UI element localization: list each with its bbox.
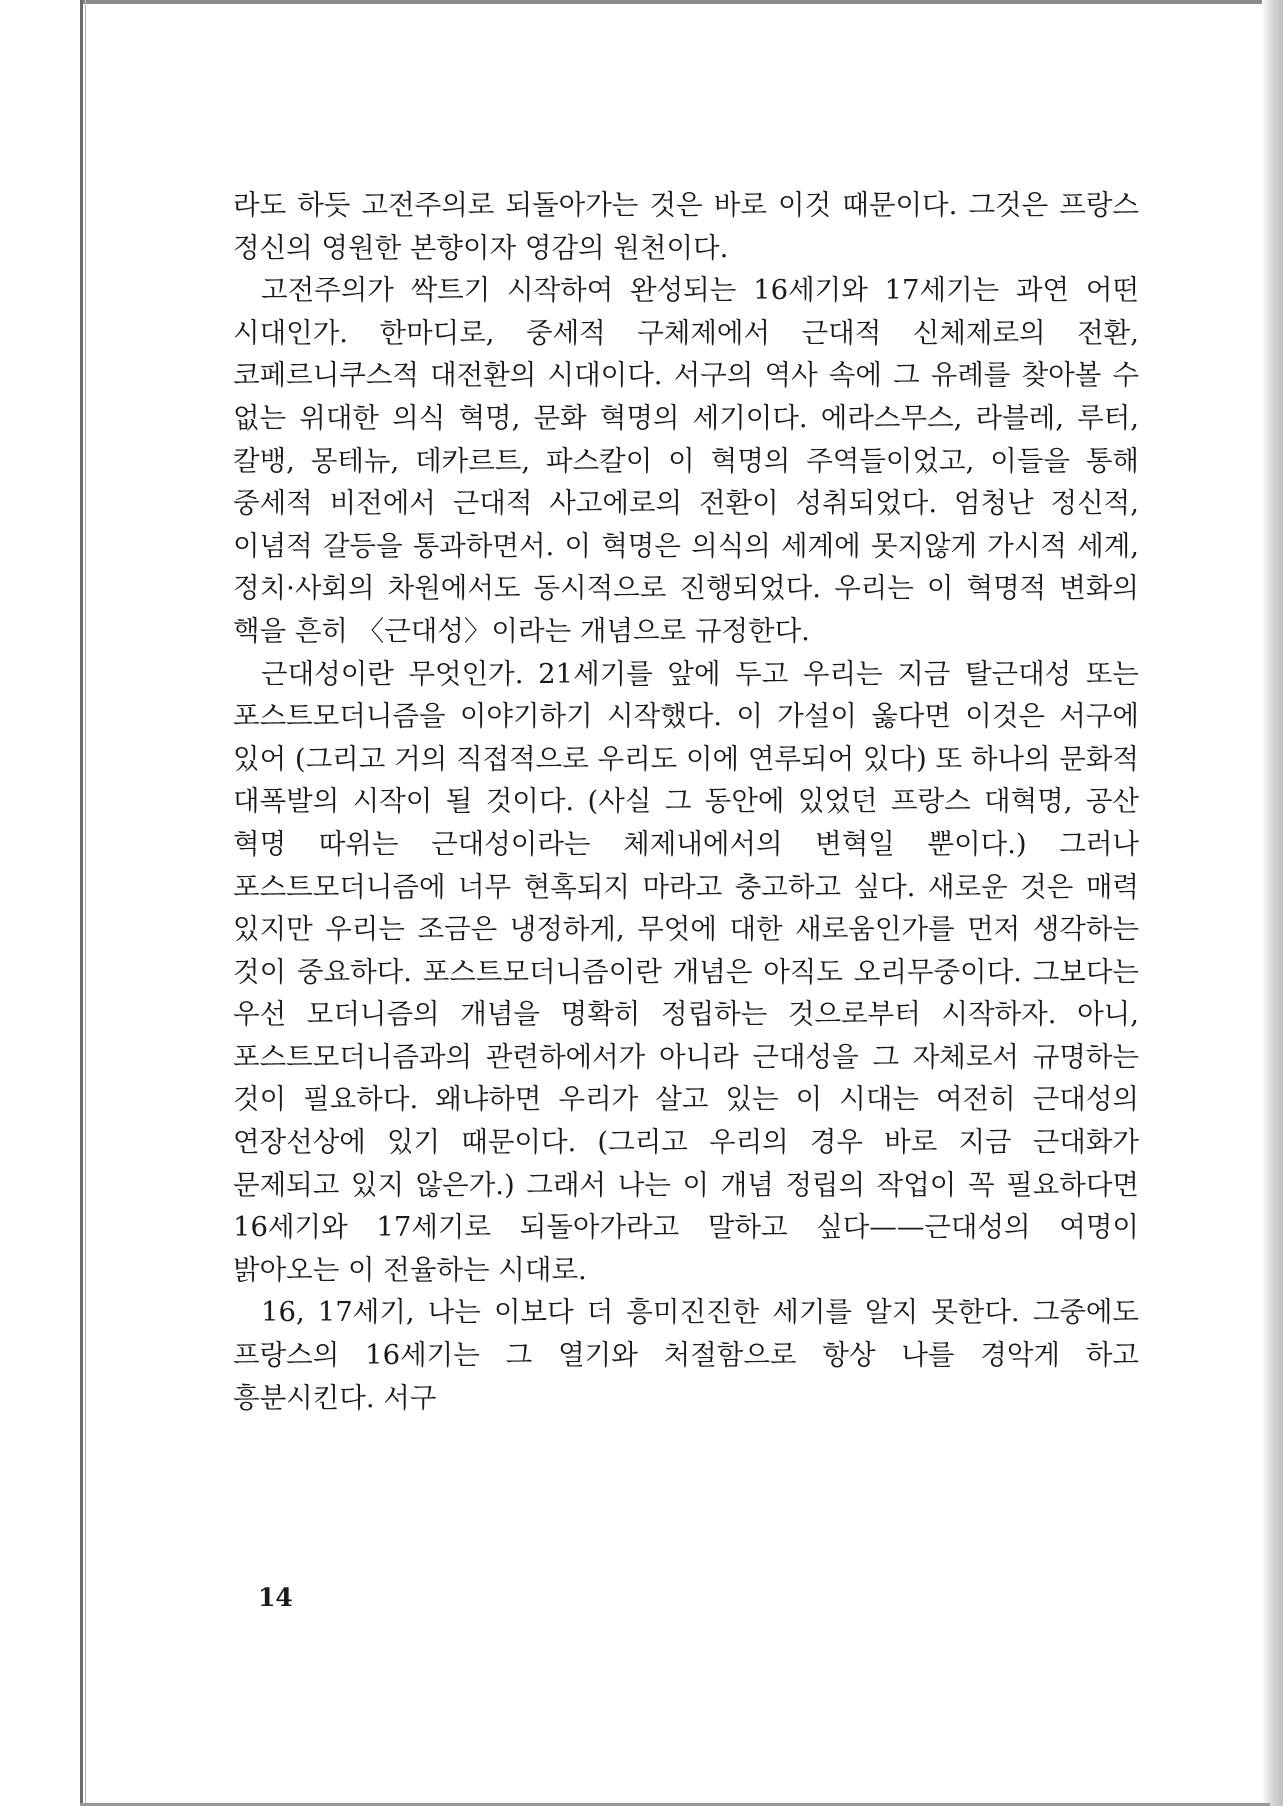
page-left-edge — [80, 0, 83, 1806]
page-top-edge — [80, 0, 1270, 4]
body-text — [233, 184, 1139, 1419]
paragraph-classicism-era: 고전주의가 싹트기 시작하여 완성되는 16세기와 17세기는 과연 어떤 시대인가. 한마디로, 중세적 구체제에서 근대적 신체제로의 전환, 코페르니쿠스적 대전환의 시대이다. 서구의 역사 속에 그 유례를 찾아볼 수 없는 위대한 의식 혁명, 문화 혁명의 세기이다. 에라스무스, 라블레, 루터, 칼뱅, 몽테뉴, 데카르트, 파스칼이 이 혁명의 주역들이었고, 이들을 통해 중세적 비전에서 근대적 사고에로의 전환이 성취되었다. 엄청난 정신적, 이념적 갈등을 통과하면서. 이 혁명은 의식의 세계에 못지않게 가시적 세계, 정치·사회의 차원에서도 동시적으로 진행되었다. 우리는 이 혁명적 변화의 핵을 흔히 〈근대성〉이라는 개념으로 규정한다. — [233, 274, 1139, 647]
paragraph-continued: 라도 하듯 고전주의로 되돌아가는 것은 바로 이것 때문이다. 그것은 프랑스 정신의 영원한 본향이자 영감의 원천이다. — [233, 189, 1139, 264]
page-left-edge-inner — [85, 0, 86, 1806]
page-right-shadow — [1262, 0, 1283, 1806]
paragraph-16-17-century: 16, 17세기, 나는 이보다 더 흥미진진한 세기를 알지 못한다. 그중에도 프랑스의 16세기는 그 열기와 처절함으로 항상 나를 경악게 하고 흥분시킨다. 서구 — [233, 1296, 1139, 1414]
paragraph-modernity: 근대성이란 무엇인가. 21세기를 앞에 두고 우리는 지금 탈근대성 또는 포스트모더니즘을 이야기하기 시작했다. 이 가설이 옳다면 이것은 서구에 있어 (그리고 거의 직접적으로 우리도 이에 연루되어 있다) 또 하나의 문화적 대폭발의 시작이 될 것이다. (사실 그 동안에 있었던 프랑스 대혁명, 공산 혁명 따위는 근대성이라는 체제내에서의 변혁일 뿐이다.) 그러나 포스트모더니즘에 너무 현혹되지 마라고 충고하고 싶다. 새로운 것은 매력 있지만 우리는 조금은 냉정하게, 무엇에 대한 새로움인가를 먼저 생각하는 것이 중요하다. 포스트모더니즘이란 개념은 아직도 오리무중이다. 그보다는 우선 모더니즘의 개념을 명확히 정립하는 것으로부터 시작하자. 아니, 포스트모더니즘과의 관련하에서가 아니라 근대성을 그 자체로서 규명하는 것이 필요하다. 왜냐하면 우리가 살고 있는 이 시대는 여전히 근대성의 연장선상에 있기 때문이다. (그리고 우리의 경우 바로 지금 근대화가 문제되고 있지 않은가.) 그래서 나는 이 개념 정립의 작업이 꼭 필요하다면 16세기와 17세기로 되돌아가라고 말하고 싶다——근대성의 여명이 밝아오는 이 전율하는 시대로. — [233, 657, 1139, 1286]
page-number: 14 — [258, 1583, 293, 1612]
